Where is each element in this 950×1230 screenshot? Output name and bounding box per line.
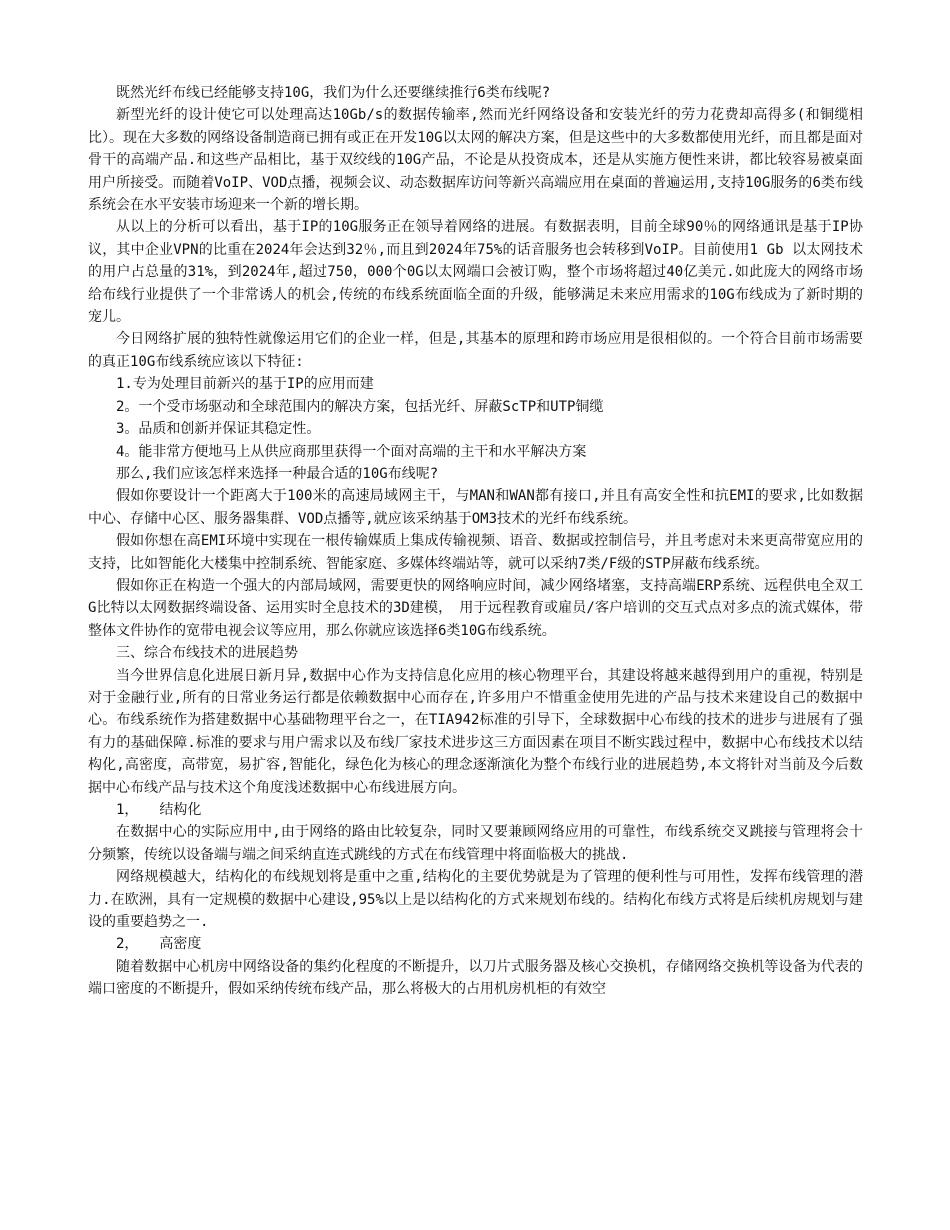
paragraph-high-density: 随着数据中心机房中网络设备的集约化程度的不断提升，以刀片式服务器及核心交换机，存储网络交换机等设备为代表的端口密度的不断提升，假如采纳传统布线产品，那么将极大的占用机房机柜的有效空 (88, 958, 863, 998)
paragraph-om3-fiber: 假如你要设计一个距离大于100米的高速局域网主干，与MAN和WAN都有接口,并且有高安全性和抗EMI的要求,比如数据中心、存储中心区、服务器集群、VOD点播等,就应该采纳基于OM3技术的光纤布线系统。 (88, 488, 863, 527)
subsection-heading: 1， 结构化 (116, 802, 202, 818)
paragraph-network-expansion: 今日网络扩展的独特性就像运用它们的企业一样，但是,其基本的原理和跨市场应用是很相似的。一个符合目前市场需要的真正10G布线系统应该以下特征: (88, 331, 863, 370)
paragraph-stp-shielded: 假如你想在高EMI环境中实现在一根传输媒质上集成传输视频、语音、数据或控制信号，并且考虑对未来更高带宽应用的支持，比如智能化大楼集中控制系统、智能家庭、多媒体终端站等，就可以采纳7类/F级的STP屏蔽布线系统。 (88, 533, 863, 572)
paragraph-structured-1: 在数据中心的实际应用中,由于网络的路由比较复杂，同时又要兼顾网络应用的可靠性，布线系统交叉跳接与管理将会十分频繁，传统以设备端与端之间采纳直连式跳线的方式在布线管理中将面临极大的挑战. (88, 824, 863, 863)
subsection-heading: 2， 高密度 (116, 936, 202, 953)
paragraph-how-to-choose: 那么,我们应该怎样来选择一种最合适的10G布线呢? (116, 465, 439, 482)
paragraph-datacenter-trends: 当今世界信息化进展日新月异,数据中心作为支持信息化应用的核心物理平台，其建设将越来越得到用户的重视，特别是对于金融行业,所有的日常业务运行都是依赖数据中心而存在,许多用户不惜重金使用先进的产品与技术来建设自己的数据中心。布线系统作为搭建数据中心基础物理平台之一，在TIA942标准的引导下，全球数据中心布线的技术的进步与进展有了强有力的基础保障.标准的要求与用户需求以及布线厂家技术进步这三方面因素在项目不断实践过程中，数据中心布线技术以结构化,高密度，高带宽，易扩容,智能化，绿色化为核心的理念逐渐演化为整个布线行业的进展趋势,本文将针对当前及今后数据中心布线产品与技术这个角度浅述数据中心布线进展方向。 (88, 667, 863, 796)
paragraph-analysis: 从以上的分析可以看出，基于IP的10G服务正在领导着网络的进展。有数据表明，目前全球90％的网络通讯是基于IP协议，其中企业VPN的比重在2024年会达到32％,而且到2024年75%的话音服务也会转移到VoIP。目前使用1 Gb 以太网技术的用户占总量的31%，到2024年,超过750，000个0G以太网端口会被订购，整个市场将超过40亿美元.如此庞大的网络市场给布线行业提供了一个非常诱人的机会,传统的布线系统面临全面的升级，能够满足未来应用需求的10G布线成为了新时期的宠儿。 (88, 219, 863, 326)
paragraph-question: 既然光纤布线已经能够支持10G，我们为什么还要继续推行6类布线呢? (116, 85, 551, 101)
section-heading: 三、综合布线技术的进展趋势 (116, 645, 298, 662)
document-body (88, 82, 863, 1001)
paragraph-structured-2: 网络规模越大，结构化的布线规划将是重中之重,结构化的主要优势就是为了管理的便利性与可用性，发挥布线管理的潜力.在欧洲，具有一定规模的数据中心建设,95%以上是以结构化的方式来规划布线的。结构化布线方式将是后续机房规划与建设的重要趋势之一. (88, 869, 863, 931)
paragraph-cat6: 假如你正在构造一个强大的内部局域网，需要更快的网络响应时间，减少网络堵塞，支持高端ERP系统、远程供电全双工G比特以太网数据终端设备、运用实时全息技术的3D建模， 用于远程教育或雇员/客户培训的交互式点对多点的流式媒体，带整体文件协作的宽带电视会议等应用，那么你就应该选择6类10G布线系统。 (88, 577, 863, 639)
list-item: 4。能非常方便地马上从供应商那里获得一个面对高端的主干和水平解决方案 (116, 443, 587, 460)
list-item: 1.专为处理目前新兴的基于IP的应用而建 (116, 376, 374, 393)
paragraph-fiber-design: 新型光纤的设计使它可以处理高达10Gb/s的数据传输率,然而光纤网络设备和安装光纤的劳力花费却高得多(和铜缆相比）。现在大多数的网络设备制造商已拥有或正在开发10G以太网的解决方案，但是这些中的大多数都使用光纤，而且都是面对骨干的高端产品.和这些产品相比，基于双绞线的10G产品，不论是从投资成本，还是从实施方便性来讲，都比较容易被桌面用户所接受。而随着VoIP、VOD点播，视频会议、动态数据库访问等新兴高端应用在桌面的普遍运用,支持10G服务的6类布线系统会在水平安装市场迎来一个新的增长期。 (88, 107, 863, 214)
list-item: 3。品质和创新并保证其稳定性。 (116, 421, 321, 438)
list-item: 2。一个受市场驱动和全球范围内的解决方案，包括光纤、屏蔽ScTP和UTP铜缆 (116, 398, 604, 415)
